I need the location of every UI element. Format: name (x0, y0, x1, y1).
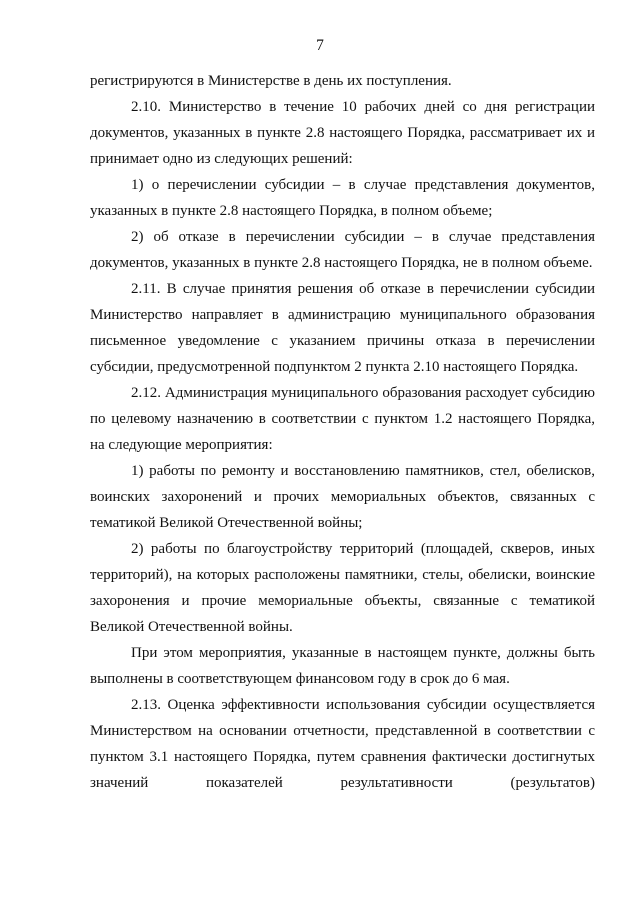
paragraph-2-12-item-2: 2) работы по благоустройству территорий (площадей, скверов, иных территорий), на которых расположены памятники, стелы, обелиски, воинские захоронения и прочие мемориальные объекты, связанные с тематикой Великой Отечественной войны. (90, 541, 595, 635)
paragraph-continuation: регистрируются в Министерстве в день их поступления. (90, 73, 452, 89)
paragraph-2-10-item-2: 2) об отказе в перечислении субсидии – в случае представления документов, указанных в пункте 2.8 настоящего Порядка, не в полном объеме. (90, 229, 595, 271)
paragraph-2-13: 2.13. Оценка эффективности использования субсидии осуществляется Министерством на основании отчетности, представленной в соответствии с пунктом 3.1 настоящего Порядка, путем сравнения фактически достигнутых значений показателей результативности (результатов) (90, 697, 595, 791)
paragraph-2-12: 2.12. Администрация муниципального образования расходует субсидию по целевому назначению в соответствии с пунктом 1.2 настоящего Порядка, на следующие мероприятия: (90, 385, 595, 453)
paragraph-2-10-item-1: 1) о перечислении субсидии – в случае представления документов, указанных в пункте 2.8 настоящего Порядка, в полном объеме; (90, 177, 595, 219)
paragraph-2-12-note: При этом мероприятия, указанные в настоящем пункте, должны быть выполнены в соответствующем финансовом году в срок до 6 мая. (90, 645, 595, 687)
page-number: 7 (316, 37, 324, 54)
paragraph-2-10: 2.10. Министерство в течение 10 рабочих дней со дня регистрации документов, указанных в пункте 2.8 настоящего Порядка, рассматривает их и принимает одно из следующих решений: (90, 99, 595, 167)
document-body (90, 68, 595, 796)
paragraph-2-11: 2.11. В случае принятия решения об отказе в перечислении субсидии Министерство направляет в администрацию муниципального образования письменное уведомление с указанием причины отказа в перечислении субсидии, предусмотренной подпунктом 2 пункта 2.10 настоящего Порядка. (90, 281, 595, 375)
paragraph-2-12-item-1: 1) работы по ремонту и восстановлению памятников, стел, обелисков, воинских захоронений и прочих мемориальных объектов, связанных с тематикой Великой Отечественной войны; (90, 463, 595, 531)
